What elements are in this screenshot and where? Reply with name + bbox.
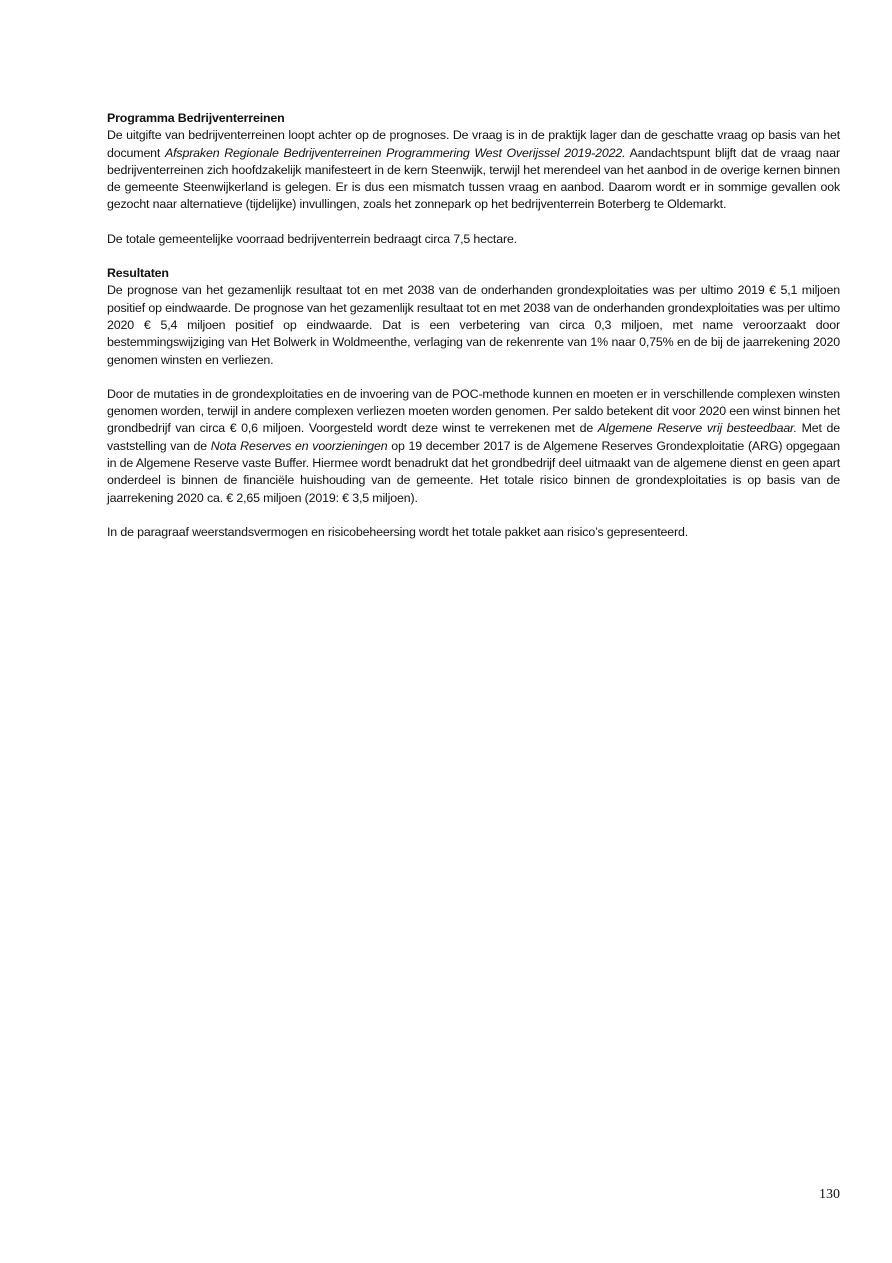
section-heading-programma: Programma Bedrijventerreinen [107, 111, 285, 125]
paragraph-mutaties [107, 386, 840, 507]
paragraph-prognose: De prognose van het gezamenlijk resultaat tot en met 2038 van de onderhanden grondexploitaties was per ultimo 2019 € 5,1 miljoen positief op eindwaarde. De prognose van het gezamenlijk resultaat tot en met 2038 van de onderhanden grondexploitaties was per ultimo 2020 € 5,4 miljoen positief op eindwaarde. Dat is een verbetering van circa 0,3 miljoen, met name veroorzaakt door bestemmingswijziging van Het Bolwerk in Woldmeenthe, verlaging van de rekenrente van 1% naar 0,75% en de bij de jaarrekening 2020 genomen winsten en verliezen. [107, 283, 840, 367]
paragraph-uitgifte [107, 127, 840, 213]
page-number: 130 [819, 1187, 840, 1202]
paragraph-text: Met de vaststelling van de [107, 421, 840, 453]
paragraph-text: Aandachtspunt blijft dat de vraag naar bedrijventerreinen zich hoofdzakelijk manifesteert in de kern Steenwijk, terwijl het merendeel van het aanbod in de overige kernen binnen de gemeente Steenwijkerland is gelegen. Er is dus een mismatch tussen vraag en aanbod. Daarom wordt er in sommige gevallen ook gezocht naar alternatieve (tijdelijke) invullingen, zoals het zonnepark op het bedrijventerrein Boterberg te Oldemarkt. [107, 145, 840, 212]
document-title-italic: Afspraken Regionale Bedrijventerreinen Programmering West Overijssel 2019-2022. [165, 145, 626, 160]
paragraph-text: De uitgifte van bedrijventerreinen loopt achter op de prognoses. De vraag is in de praktijk lager dan de geschatte vraag op basis van het document [107, 128, 840, 160]
reserve-name-italic: Algemene Reserve vrij besteedbaar. [597, 421, 797, 436]
section-heading-resultaten: Resultaten [107, 266, 169, 281]
nota-name-italic: Nota Reserves en voorzieningen [210, 438, 388, 453]
paragraph-voorraad: De totale gemeentelijke voorraad bedrijventerrein bedraagt circa 7,5 hectare. [107, 231, 517, 246]
paragraph-text: op 19 december 2017 is de Algemene Reserves Grondexploitatie (ARG) opgegaan in de Algemene Reserve vaste Buffer. Hiermee wordt benadrukt dat het grondbedrijf deel uitmaakt van de algemene dienst en geen apart onderdeel is binnen de financiële huishouding van de gemeente. Het totale risico binnen de grondexploitaties is op basis van de jaarrekening 2020 ca. € 2,65 miljoen (2019: € 3,5 miljoen). [107, 438, 840, 505]
paragraph-text: Door de mutaties in de grondexploitaties en de invoering van de POC-methode kunnen en moeten er in verschillende complexen winsten genomen worden, terwijl in andere complexen verliezen moeten worden genomen. Per saldo betekent dit voor 2020 een winst binnen het grondbedrijf van circa € 0,6 miljoen. Voorgesteld wordt deze winst te verrekenen met de [107, 386, 840, 436]
document-body [107, 110, 840, 541]
paragraph-weerstandsvermogen: In de paragraaf weerstandsvermogen en risicobeheersing wordt het totale pakket aan risico’s gepresenteerd. [107, 524, 689, 539]
